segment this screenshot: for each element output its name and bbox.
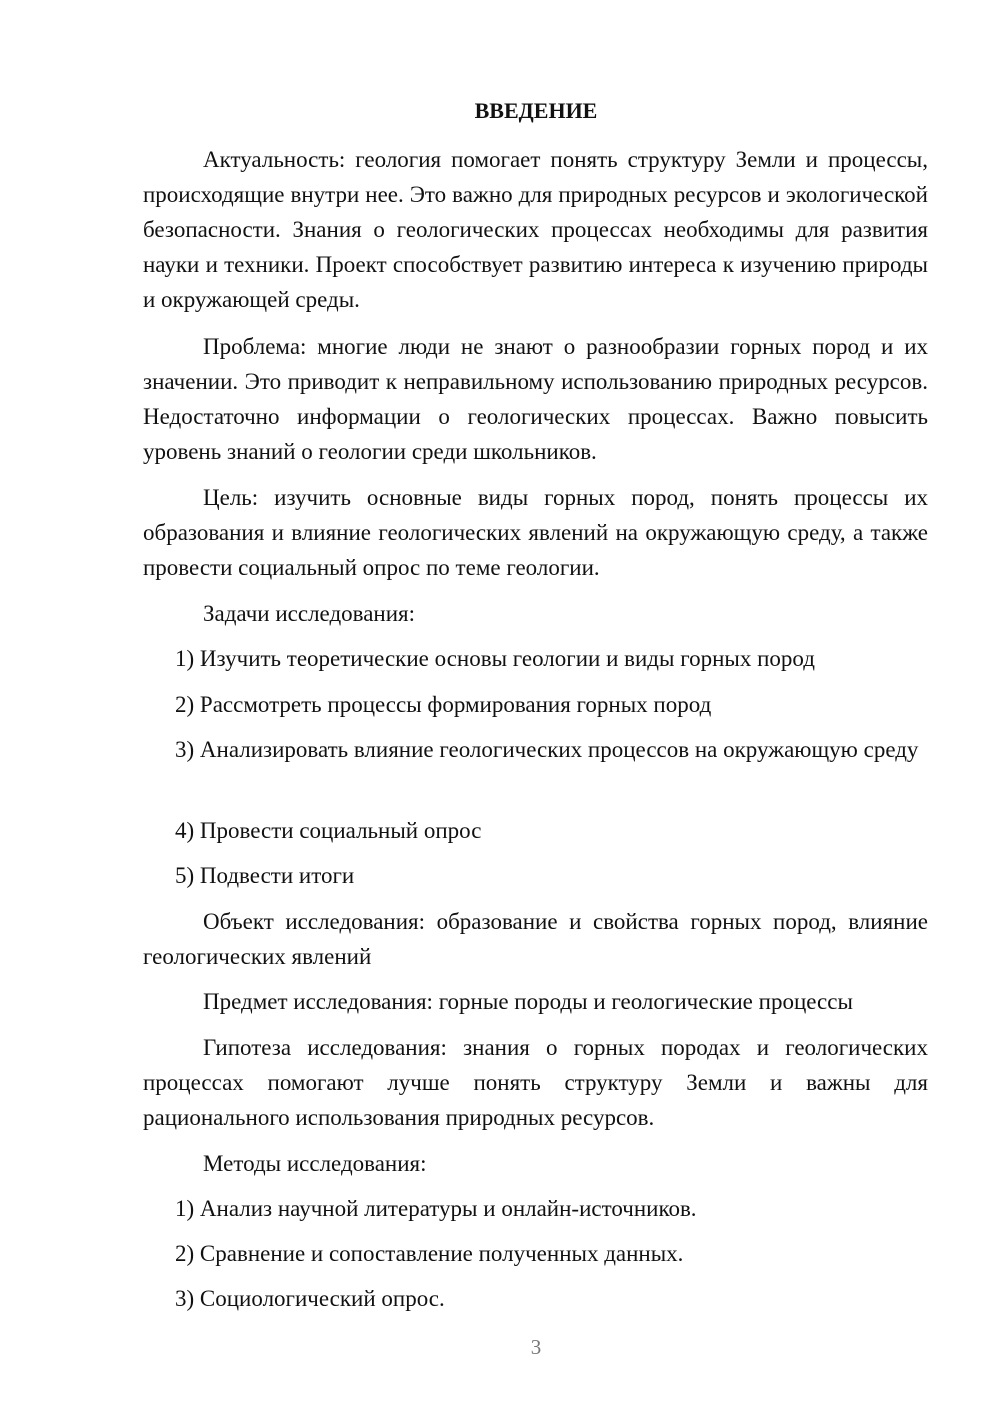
task-item: 1) Изучить теоретические основы геологии и виды горных пород (175, 646, 815, 671)
task-item: 4) Провести социальный опрос (175, 818, 482, 843)
hypothesis-paragraph: Гипотеза исследования: знания о горных породах и геологических процессах помогают лучше понять структуру Земли и важны для рационального использования природных ресурсов. (143, 1035, 928, 1130)
object-paragraph: Объект исследования: образование и свойства горных пород, влияние геологических явлений (143, 909, 928, 969)
page-title: ВВЕДЕНИЕ (474, 98, 598, 123)
tasks-heading: Задачи исследования: (203, 601, 416, 626)
problem-paragraph: Проблема: многие люди не знают о разнообразии горных пород и их значении. Это приводит к неправильному использованию природных ресурсов. Недостаточно информации о геологических процессах. Важно повысить уровень знаний о геологии среди школьников. (143, 334, 928, 464)
task-item: 2) Рассмотреть процессы формирования горных пород (175, 692, 712, 717)
method-item: 3) Социологический опрос. (175, 1286, 445, 1311)
methods-heading: Методы исследования: (203, 1151, 427, 1176)
task-item: 3) Анализировать влияние геологических процессов на окружающую среду (175, 737, 919, 762)
task-item: 5) Подвести итоги (175, 863, 355, 888)
subject-paragraph: Предмет исследования: горные породы и геологические процессы (203, 989, 853, 1014)
method-item: 2) Сравнение и сопоставление полученных данных. (175, 1241, 684, 1266)
goal-paragraph: Цель: изучить основные виды горных пород, понять процессы их образования и влияние геологических явлений на окружающую среду, а также провести социальный опрос по теме геологии. (143, 485, 928, 580)
page-number: 3 (530, 1335, 542, 1359)
method-item: 1) Анализ научной литературы и онлайн-источников. (175, 1196, 697, 1221)
relevance-paragraph: Актуальность: геология помогает понять структуру Земли и процессы, происходящие внутри нее. Это важно для природных ресурсов и экологической безопасности. Знания о геологических процессах необходимы для развития науки и техники. Проект способствует развитию интереса к изучению природы и окружающей среды. (143, 147, 928, 312)
